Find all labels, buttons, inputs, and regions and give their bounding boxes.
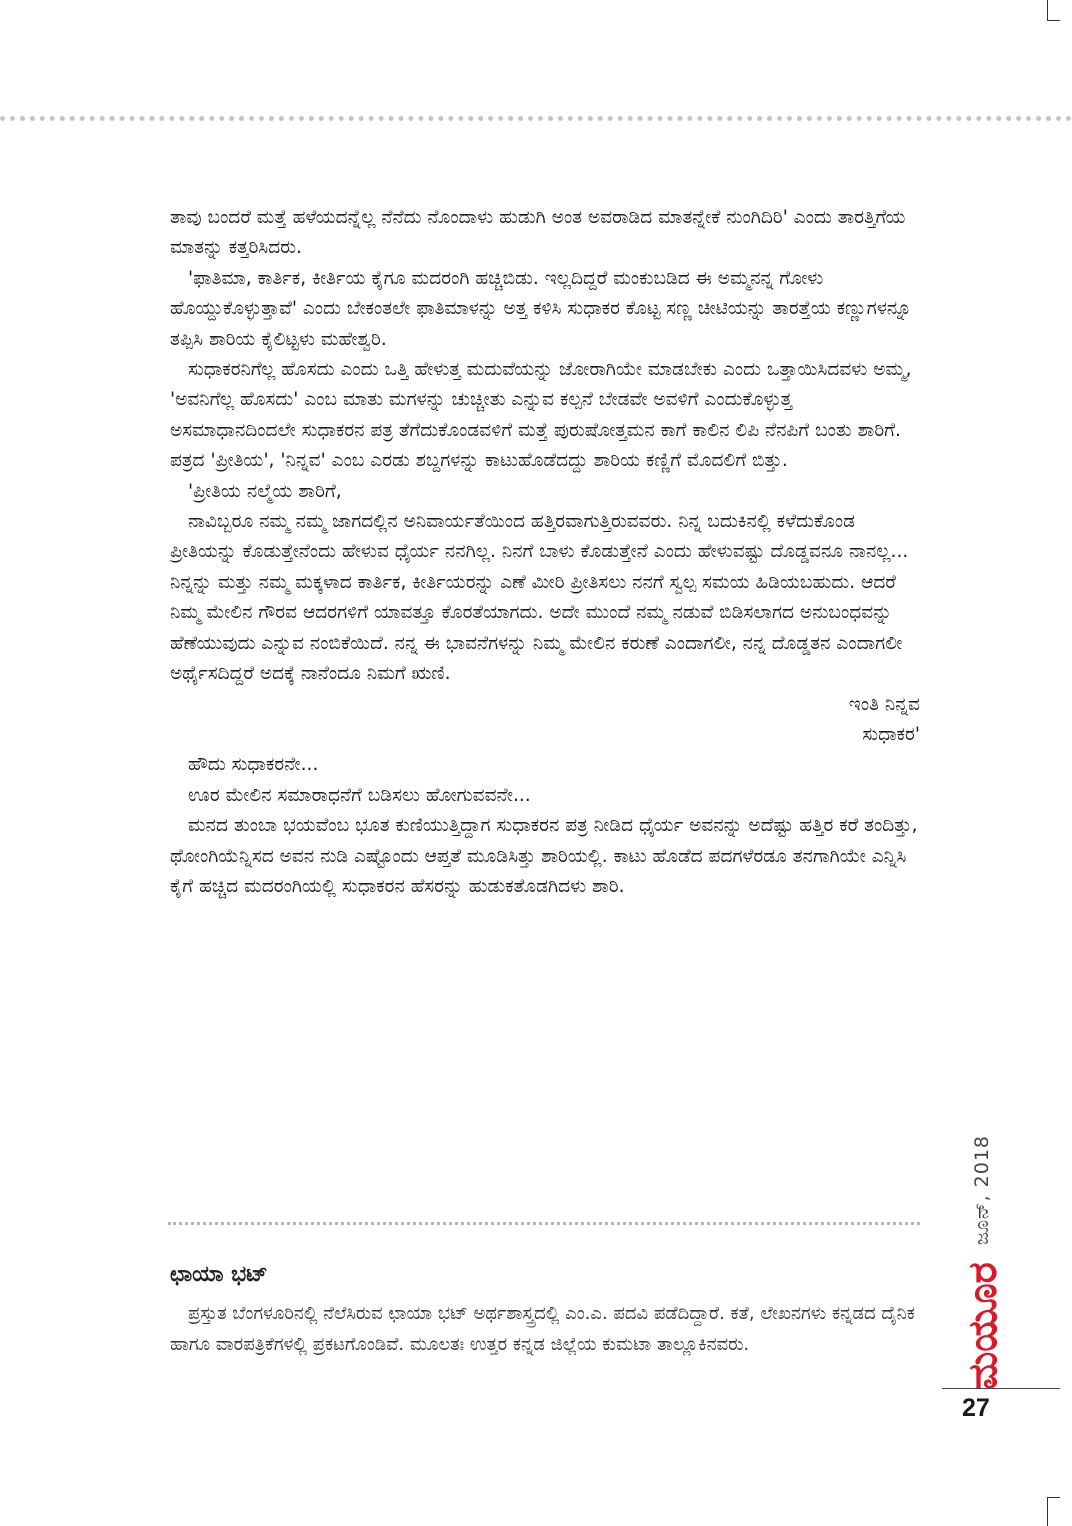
- letter-body: ನಾವಿಬ್ಬರೂ ನಮ್ಮ ನಮ್ಮ ಜಾಗದಲ್ಲಿನ ಅನಿವಾರ್ಯತೆಯಿಂದ ಹತ್ತಿರವಾಗುತ್ತಿರುವವರು. ನಿನ್ನ ಬದುಕಿನಲ್ಲಿ ಕಳೆದುಕೊಂಡ ಪ್ರೀತಿಯನ್ನು ಕೊಡುತ್ತೇನೆಂದು ಹೇಳುವ ಧೈರ್ಯ ನನಗಿಲ್ಲ. ನಿನಗೆ ಬಾಳು ಕೊಡುತ್ತೇನೆ ಎಂದು ಹೇಳುವಷ್ಟು ದೊಡ್ಡವನೂ ನಾನಲ್ಲ... ನಿನ್ನನ್ನು ಮತ್ತು ನಮ್ಮ ಮಕ್ಕಳಾದ ಕಾರ್ತಿಕ, ಕೀರ್ತಿಯರನ್ನು ಎಣೆ ಮೀರಿ ಪ್ರೀತಿಸಲು ನನಗೆ ಸ್ವಲ್ಪ ಸಮಯ ಹಿಡಿಯಬಹುದು. ಆದರೆ ನಿಮ್ಮ ಮೇಲಿನ ಗೌರವ ಆದರಗಳಿಗೆ ಯಾವತ್ತೂ ಕೊರತೆಯಾಗದು. ಅದೇ ಮುಂದೆ ನಮ್ಮ ನಡುವೆ ಬಿಡಿಸಲಾಗದ ಅನುಬಂಧವನ್ನು ಹೆಣೆಯುವುದು ಎನ್ನುವ ನಂಬಿಕೆಯಿದೆ. ನನ್ನ ಈ ಭಾವನೆಗಳನ್ನು ನಿಮ್ಮ ಮೇಲಿನ ಕರುಣೆ ಎಂದಾಗಲೀ, ನನ್ನ ದೊಡ್ಡತನ ಎಂದಾಗಲೀ ಅರ್ಥೈಸದಿದ್ದರೆ ಅದಕ್ಕೆ ನಾನೆಂದೂ ನಿಮಗೆ ಋಣಿ.: [170, 511, 909, 685]
- author-name: ಛಾಯಾ ಭಟ್: [170, 1262, 268, 1287]
- story-paragraph: ಹೌದು ಸುಧಾಕರನೇ...: [188, 754, 319, 776]
- story-paragraph: ತಾವು ಬಂದರೆ ಮತ್ತೆ ಹಳೆಯದನ್ನೆಲ್ಲ ನೆನೆದು ನೊಂದಾಳು ಹುಡುಗಿ ಅಂತ ಅವರಾಡಿದ ಮಾತನ್ನೇಕೆ ನುಂಗಿದಿರಿ' ಎಂದು ತಾರತ್ತಿಗೆಯ ಮಾತನ್ನು ಕತ್ತರಿಸಿದರು.: [170, 207, 906, 259]
- section-separator: [168, 1222, 920, 1225]
- story-paragraph: ಊರ ಮೇಲಿನ ಸಮಾರಾಧನೆಗೆ ಬಡಿಸಲು ಹೋಗುವವನೇ...: [188, 784, 531, 806]
- story-body: [170, 203, 922, 902]
- story-paragraph: ಸುಧಾಕರನಿಗೆಲ್ಲ ಹೊಸದು ಎಂದು ಒತ್ತಿ ಹೇಳುತ್ತ ಮದುವೆಯನ್ನು ಜೋರಾಗಿಯೇ ಮಾಡಬೇಕು ಎಂದು ಒತ್ತಾಯಿಸಿದವಳು ಅಮ್ಮ, 'ಅವನಿಗೆಲ್ಲ ಹೊಸದು' ಎಂಬ ಮಾತು ಮಗಳನ್ನು ಚುಚ್ಚೀತು ಎನ್ನುವ ಕಲ್ಪನೆ ಬೇಡವೇ ಅವಳಿಗೆ ಎಂದುಕೊಳ್ಳುತ್ತ ಅಸಮಾಧಾನದಿಂದಲೇ ಸುಧಾಕರನ ಪತ್ರ ತೆಗೆದುಕೊಂಡವಳಿಗೆ ಮತ್ತೆ ಪುರುಷೋತ್ತಮನ ಕಾಗೆ ಕಾಲಿನ ಲಿಪಿ ನೆನಪಿಗೆ ಬಂತು ಶಾರಿಗೆ. ಪತ್ರದ 'ಪ್ರೀತಿಯ', 'ನಿನ್ನವ' ಎಂಬ ಎರಡು ಶಬ್ದಗಳನ್ನು ಕಾಟುಹೊಡೆದದ್ದು ಶಾರಿಯ ಕಣ್ಣಿಗೆ ಮೊದಲಿಗೆ ಬಿತ್ತು.: [170, 359, 912, 472]
- letter-signature: ಸುಧಾಕರ': [862, 723, 920, 745]
- page-number-rule: [942, 1388, 1060, 1389]
- magazine-logo-text: ಮಯೂರ: [960, 1262, 1006, 1390]
- page-number: 27: [962, 1394, 990, 1422]
- crop-mark-top: [1047, 0, 1060, 21]
- story-paragraph: ಮನದ ತುಂಬಾ ಭಯವೆಂಬ ಭೂತ ಕುಣಿಯುತ್ತಿದ್ದಾಗ ಸುಧಾಕರನ ಪತ್ರ ನೀಡಿದ ಧೈರ್ಯ ಅವನನ್ನು ಅದೆಷ್ಟು ಹತ್ತಿರ ಕರೆ ತಂದಿತ್ತು, ಥೋಂಗಿಯೆನ್ನಿಸದ ಅವನ ನುಡಿ ಎಷ್ಟೊಂದು ಆಪ್ತತೆ ಮೂಡಿಸಿತ್ತು ಶಾರಿಯಲ್ಲಿ. ಕಾಟು ಹೊಡೆದ ಪದಗಳೆರಡೂ ತನಗಾಗಿಯೇ ಎನ್ನಿಸಿ ಕೈಗೆ ಹಚ್ಚಿದ ಮದರಂಗಿಯಲ್ಲಿ ಸುಧಾಕರನ ಹೆಸರನ್ನು ಹುಡುಕತೊಡಗಿದಳು ಶಾರಿ.: [170, 815, 918, 897]
- crop-mark-bottom: [1047, 1497, 1060, 1526]
- header-dotted-rule: [0, 116, 1072, 121]
- letter-closing: ಇಂತಿ ನಿನ್ನವ: [848, 693, 920, 715]
- story-paragraph: 'ಫಾತಿಮಾ, ಕಾರ್ತಿಕ, ಕೀರ್ತಿಯ ಕೈಗೂ ಮದರಂಗಿ ಹಚ್ಚಿಬಿಡು. ಇಲ್ಲದಿದ್ದರೆ ಮಂಕುಬಡಿದ ಈ ಅಮ್ಮನನ್ನ ಗೋಳು ಹೊಯ್ದುಕೊಳ್ಳುತ್ತಾವೆ' ಎಂದು ಬೇಕಂತಲೇ ಫಾತಿಮಾಳನ್ನು ಅತ್ತ ಕಳಿಸಿ ಸುಧಾಕರ ಕೊಟ್ಟ ಸಣ್ಣ ಚೀಟಿಯನ್ನು ತಾರತ್ತೆಯ ಕಣ್ಣುಗಳನ್ನೂ ತಪ್ಪಿಸಿ ಶಾರಿಯ ಕೈಲಿಟ್ಟಳು ಮಹೇಶ್ವರಿ.: [170, 267, 912, 350]
- author-bio-text: ಪ್ರಸ್ತುತ ಬೆಂಗಳೂರಿನಲ್ಲಿ ನೆಲೆಸಿರುವ ಛಾಯಾ ಭಟ್ ಅರ್ಥಶಾಸ್ತ್ರದಲ್ಲಿ ಎಂ.ಎ. ಪದವಿ ಪಡೆದಿದ್ದಾರೆ. ಕತೆ, ಲೇಖನಗಳು ಕನ್ನಡದ ದೈನಿಕ ಹಾಗೂ ವಾರಪತ್ರಿಕೆಗಳಲ್ಲಿ ಪ್ರಕಟಗೊಂಡಿವೆ. ಮೂಲತಃ ಉತ್ತರ ಕನ್ನಡ ಜಿಲ್ಲೆಯ ಕುಮಟಾ ತಾಲ್ಲೂಕಿನವರು.: [170, 1303, 915, 1355]
- issue-date: [958, 1120, 1006, 1260]
- magazine-logo: [945, 1262, 1021, 1390]
- issue-date-text: ಜೂನ್, 2018: [971, 1134, 993, 1246]
- author-bio: [170, 1298, 940, 1360]
- letter-salutation: 'ಪ್ರೀತಿಯ ನಲ್ಮೆಯ ಶಾರಿಗೆ,: [188, 480, 342, 502]
